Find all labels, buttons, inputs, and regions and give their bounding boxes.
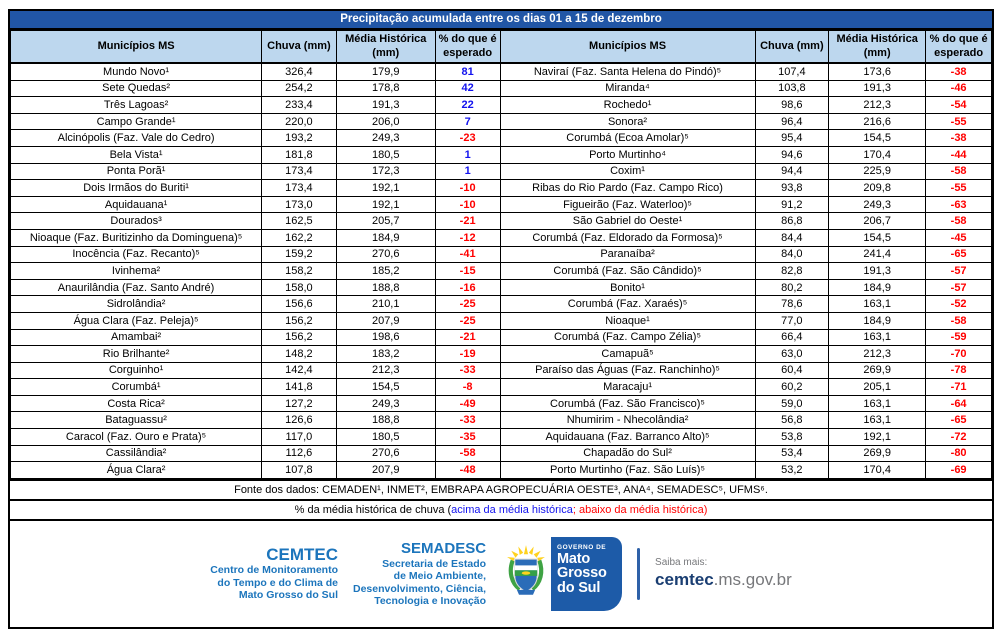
media-cell: 154,5 xyxy=(829,229,926,246)
media-cell: 241,4 xyxy=(829,246,926,263)
chuva-cell: 84,0 xyxy=(755,246,829,263)
municipality-cell: Mundo Novo¹ xyxy=(11,63,262,80)
col-header-municipios-left: Municípios MS xyxy=(11,31,262,64)
chuva-cell: 94,6 xyxy=(755,146,829,163)
municipality-cell: Corumbá (Faz. São Francisco)⁵ xyxy=(500,395,755,412)
municipality-cell: Corumbá¹ xyxy=(11,379,262,396)
media-cell: 207,9 xyxy=(336,462,435,479)
chuva-cell: 53,4 xyxy=(755,445,829,462)
brand-desc-line: Centro de Monitoramento xyxy=(210,564,338,577)
pct-cell: -25 xyxy=(435,312,500,329)
chuva-cell: 78,6 xyxy=(755,296,829,313)
pct-cell: 22 xyxy=(435,97,500,114)
pct-cell: -21 xyxy=(435,213,500,230)
pct-cell: -46 xyxy=(926,80,992,97)
col-header-media-left: Média Histórica (mm) xyxy=(336,31,435,64)
table-body xyxy=(11,63,992,478)
header-row xyxy=(11,31,992,64)
governo-lines xyxy=(557,552,617,596)
media-cell: 163,1 xyxy=(829,412,926,429)
municipality-cell: Coxim¹ xyxy=(500,163,755,180)
pct-cell: -69 xyxy=(926,462,992,479)
municipality-cell: Amambai² xyxy=(11,329,262,346)
media-cell: 192,1 xyxy=(829,429,926,446)
chuva-cell: 56,8 xyxy=(755,412,829,429)
chuva-cell: 86,8 xyxy=(755,213,829,230)
municipality-cell: Campo Grande¹ xyxy=(11,113,262,130)
media-cell: 249,3 xyxy=(336,130,435,147)
pct-cell: -49 xyxy=(435,395,500,412)
media-cell: 212,3 xyxy=(336,362,435,379)
report-frame xyxy=(8,9,994,629)
brand-desc-line: Secretaria de Estado xyxy=(382,557,487,570)
chuva-cell: 173,4 xyxy=(262,180,337,197)
pct-cell: -35 xyxy=(435,429,500,446)
media-cell: 249,3 xyxy=(336,395,435,412)
chuva-cell: 126,6 xyxy=(262,412,337,429)
media-cell: 172,3 xyxy=(336,163,435,180)
media-cell: 184,9 xyxy=(829,312,926,329)
chuva-cell: 53,2 xyxy=(755,462,829,479)
chuva-cell: 220,0 xyxy=(262,113,337,130)
municipality-cell: Figueirão (Faz. Waterloo)⁵ xyxy=(500,196,755,213)
chuva-cell: 181,8 xyxy=(262,146,337,163)
pct-cell: -33 xyxy=(435,362,500,379)
municipality-cell: Bela Vista¹ xyxy=(11,146,262,163)
media-cell: 206,0 xyxy=(336,113,435,130)
chuva-cell: 162,2 xyxy=(262,229,337,246)
table-row xyxy=(11,229,992,246)
municipality-cell: Dourados³ xyxy=(11,213,262,230)
municipality-cell: Corumbá (Faz. São Cândido)⁵ xyxy=(500,263,755,280)
municipality-cell: Sete Quedas² xyxy=(11,80,262,97)
brand-desc-line: de Meio Ambiente, xyxy=(393,570,487,583)
table-row xyxy=(11,180,992,197)
pct-cell: -58 xyxy=(926,163,992,180)
brand-desc-line: Tecnologia e Inovação xyxy=(374,595,487,608)
media-cell: 192,1 xyxy=(336,196,435,213)
media-cell: 184,9 xyxy=(336,229,435,246)
pct-cell: -10 xyxy=(435,196,500,213)
media-cell: 209,8 xyxy=(829,180,926,197)
table-row xyxy=(11,412,992,429)
pct-cell: -55 xyxy=(926,113,992,130)
municipality-cell: Cassilândia² xyxy=(11,445,262,462)
pct-cell: -71 xyxy=(926,379,992,396)
chuva-cell: 96,4 xyxy=(755,113,829,130)
governo-de-label: GOVERNO DE xyxy=(557,543,607,551)
chuva-cell: 84,4 xyxy=(755,229,829,246)
municipality-cell: Anaurilândia (Faz. Santo André) xyxy=(11,279,262,296)
legend-part: abaixo da média histórica) xyxy=(578,503,708,516)
media-cell: 180,5 xyxy=(336,146,435,163)
table-row xyxy=(11,246,992,263)
ms-gov-wordmark xyxy=(551,537,622,611)
semadesc-name: SEMADESC xyxy=(401,539,487,557)
chuva-cell: 159,2 xyxy=(262,246,337,263)
table-row xyxy=(11,113,992,130)
pct-cell: -48 xyxy=(435,462,500,479)
table-row xyxy=(11,63,992,80)
col-header-chuva-left: Chuva (mm) xyxy=(262,31,337,64)
chuva-cell: 156,2 xyxy=(262,329,337,346)
media-cell: 270,6 xyxy=(336,246,435,263)
chuva-cell: 326,4 xyxy=(262,63,337,80)
cemtec-name: CEMTEC xyxy=(266,545,338,565)
municipality-cell: Dois Irmãos do Buriti¹ xyxy=(11,180,262,197)
municipality-cell: Alcinópolis (Faz. Vale do Cedro) xyxy=(11,130,262,147)
cemtec-url[interactable] xyxy=(655,569,792,591)
chuva-cell: 142,4 xyxy=(262,362,337,379)
municipality-cell: Três Lagoas² xyxy=(11,97,262,114)
vertical-divider xyxy=(637,548,640,600)
municipality-cell: Nhumirim - Nhecolândia² xyxy=(500,412,755,429)
semadesc-desc xyxy=(353,558,486,608)
municipality-cell: Porto Murtinho (Faz. São Luís)⁵ xyxy=(500,462,755,479)
pct-cell: 42 xyxy=(435,80,500,97)
chuva-cell: 233,4 xyxy=(262,97,337,114)
pct-cell: -52 xyxy=(926,296,992,313)
saiba-mais-label: Saiba mais: xyxy=(655,557,708,569)
media-cell: 212,3 xyxy=(829,97,926,114)
chuva-cell: 95,4 xyxy=(755,130,829,147)
municipality-cell: Corumbá (Faz. Xaraés)⁵ xyxy=(500,296,755,313)
media-cell: 188,8 xyxy=(336,412,435,429)
municipality-cell: Naviraí (Faz. Santa Helena do Pindó)⁵ xyxy=(500,63,755,80)
pct-cell: -21 xyxy=(435,329,500,346)
pct-cell: -54 xyxy=(926,97,992,114)
municipality-cell: Miranda⁴ xyxy=(500,80,755,97)
table-row xyxy=(11,296,992,313)
table-row xyxy=(11,97,992,114)
municipality-cell: Ponta Porã¹ xyxy=(11,163,262,180)
media-cell: 191,3 xyxy=(829,80,926,97)
pct-cell: 81 xyxy=(435,63,500,80)
pct-cell: -55 xyxy=(926,180,992,197)
pct-cell: -25 xyxy=(435,296,500,313)
media-cell: 170,4 xyxy=(829,146,926,163)
media-cell: 183,2 xyxy=(336,346,435,363)
pct-cell: -58 xyxy=(926,213,992,230)
municipality-cell: Porto Murtinho⁴ xyxy=(500,146,755,163)
media-cell: 205,1 xyxy=(829,379,926,396)
media-cell: 207,9 xyxy=(336,312,435,329)
media-cell: 212,3 xyxy=(829,346,926,363)
chuva-cell: 66,4 xyxy=(755,329,829,346)
municipality-cell: Maracaju¹ xyxy=(500,379,755,396)
legend-row xyxy=(10,499,992,519)
chuva-cell: 148,2 xyxy=(262,346,337,363)
municipality-cell: Sidrolândia² xyxy=(11,296,262,313)
table-row xyxy=(11,362,992,379)
pct-cell: -64 xyxy=(926,395,992,412)
municipality-cell: Camapuã⁵ xyxy=(500,346,755,363)
municipality-cell: Bataguassu² xyxy=(11,412,262,429)
brand-desc-line: do Tempo e do Clima de xyxy=(217,576,338,589)
media-cell: 249,3 xyxy=(829,196,926,213)
municipality-cell: Corumbá (Ecoa Amolar)⁵ xyxy=(500,130,755,147)
pct-cell: -10 xyxy=(435,180,500,197)
table-row xyxy=(11,379,992,396)
table-row xyxy=(11,163,992,180)
municipality-cell: Ribas do Rio Pardo (Faz. Campo Rico) xyxy=(500,180,755,197)
col-header-pct-right: % do que é esperado xyxy=(926,31,992,64)
pct-cell: -41 xyxy=(435,246,500,263)
chuva-cell: 98,6 xyxy=(755,97,829,114)
chuva-cell: 156,6 xyxy=(262,296,337,313)
ms-coat-of-arms xyxy=(501,537,551,611)
legend-part: acima da média histórica xyxy=(451,503,573,516)
pct-cell: -57 xyxy=(926,263,992,280)
media-cell: 225,9 xyxy=(829,163,926,180)
municipality-cell: Corumbá (Faz. Campo Zélia)⁵ xyxy=(500,329,755,346)
pct-cell: -58 xyxy=(435,445,500,462)
col-header-municipios-right: Municípios MS xyxy=(500,31,755,64)
chuva-cell: 93,8 xyxy=(755,180,829,197)
pct-cell: -65 xyxy=(926,412,992,429)
cemtec-url-rest: .ms.gov.br xyxy=(713,570,792,590)
pct-cell: -65 xyxy=(926,246,992,263)
chuva-cell: 103,8 xyxy=(755,80,829,97)
table-row xyxy=(11,196,992,213)
brand-desc-line: Desenvolvimento, Ciência, xyxy=(353,582,487,595)
pct-cell: 1 xyxy=(435,146,500,163)
chuva-cell: 60,4 xyxy=(755,362,829,379)
pct-cell: -59 xyxy=(926,329,992,346)
chuva-cell: 80,2 xyxy=(755,279,829,296)
chuva-cell: 173,4 xyxy=(262,163,337,180)
chuva-cell: 158,2 xyxy=(262,263,337,280)
saiba-mais-block xyxy=(655,556,792,591)
media-cell: 191,3 xyxy=(829,263,926,280)
municipality-cell: Aquidauana¹ xyxy=(11,196,262,213)
media-cell: 180,5 xyxy=(336,429,435,446)
media-cell: 216,6 xyxy=(829,113,926,130)
media-cell: 163,1 xyxy=(829,395,926,412)
chuva-cell: 112,6 xyxy=(262,445,337,462)
pct-cell: -78 xyxy=(926,362,992,379)
pct-cell: -23 xyxy=(435,130,500,147)
chuva-cell: 60,2 xyxy=(755,379,829,396)
table-row xyxy=(11,312,992,329)
municipality-cell: Rio Brilhante² xyxy=(11,346,262,363)
municipality-cell: Nioaque¹ xyxy=(500,312,755,329)
media-cell: 206,7 xyxy=(829,213,926,230)
municipality-cell: Paranaíba² xyxy=(500,246,755,263)
media-cell: 269,9 xyxy=(829,445,926,462)
table-row xyxy=(11,462,992,479)
pct-cell: -19 xyxy=(435,346,500,363)
municipality-cell: São Gabriel do Oeste¹ xyxy=(500,213,755,230)
brand-desc-line: Mato Grosso do Sul xyxy=(238,589,338,602)
table-row xyxy=(11,279,992,296)
media-cell: 163,1 xyxy=(829,329,926,346)
legend-part: ; xyxy=(572,503,579,516)
ms-gov-logo xyxy=(501,537,622,611)
col-header-media-right: Média Histórica (mm) xyxy=(829,31,926,64)
chuva-cell: 156,2 xyxy=(262,312,337,329)
chuva-cell: 173,0 xyxy=(262,196,337,213)
col-header-chuva-right: Chuva (mm) xyxy=(755,31,829,64)
chuva-cell: 141,8 xyxy=(262,379,337,396)
media-cell: 178,8 xyxy=(336,80,435,97)
page-title: Precipitação acumulada entre os dias 01 a 15 de dezembro xyxy=(10,11,992,30)
municipality-cell: Costa Rica² xyxy=(11,395,262,412)
media-cell: 173,6 xyxy=(829,63,926,80)
municipality-cell: Paraíso das Águas (Faz. Ranchinho)⁵ xyxy=(500,362,755,379)
media-cell: 210,1 xyxy=(336,296,435,313)
chuva-cell: 158,0 xyxy=(262,279,337,296)
municipality-cell: Bonito¹ xyxy=(500,279,755,296)
pct-cell: -45 xyxy=(926,229,992,246)
chuva-cell: 94,4 xyxy=(755,163,829,180)
chuva-cell: 53,8 xyxy=(755,429,829,446)
municipality-cell: Água Clara² xyxy=(11,462,262,479)
table-row xyxy=(11,263,992,280)
municipality-cell: Corumbá (Faz. Eldorado da Formosa)⁵ xyxy=(500,229,755,246)
pct-cell: -72 xyxy=(926,429,992,446)
pct-cell: 1 xyxy=(435,163,500,180)
chuva-cell: 254,2 xyxy=(262,80,337,97)
chuva-cell: 193,2 xyxy=(262,130,337,147)
media-cell: 269,9 xyxy=(829,362,926,379)
municipality-cell: Caracol (Faz. Ouro e Prata)⁵ xyxy=(11,429,262,446)
pct-cell: -63 xyxy=(926,196,992,213)
chuva-cell: 107,4 xyxy=(755,63,829,80)
table-row xyxy=(11,146,992,163)
municipality-cell: Corguinho¹ xyxy=(11,362,262,379)
brand-desc-line: Grosso xyxy=(557,565,607,582)
table-row xyxy=(11,445,992,462)
media-cell: 198,6 xyxy=(336,329,435,346)
chuva-cell: 107,8 xyxy=(262,462,337,479)
pct-cell: -38 xyxy=(926,130,992,147)
municipality-cell: Nioaque (Faz. Buritizinho da Dominguena)⁵ xyxy=(11,229,262,246)
cemtec-logo xyxy=(210,546,338,602)
media-cell: 154,5 xyxy=(829,130,926,147)
media-cell: 270,6 xyxy=(336,445,435,462)
pct-cell: -15 xyxy=(435,263,500,280)
media-cell: 184,9 xyxy=(829,279,926,296)
chuva-cell: 127,2 xyxy=(262,395,337,412)
pct-cell: -70 xyxy=(926,346,992,363)
brand-desc-line: do Sul xyxy=(557,579,601,596)
semadesc-logo xyxy=(353,540,486,608)
chuva-cell: 117,0 xyxy=(262,429,337,446)
table-row xyxy=(11,346,992,363)
pct-cell: -58 xyxy=(926,312,992,329)
municipality-cell: Ivinhema² xyxy=(11,263,262,280)
media-cell: 191,3 xyxy=(336,97,435,114)
media-cell: 154,5 xyxy=(336,379,435,396)
media-cell: 205,7 xyxy=(336,213,435,230)
chuva-cell: 82,8 xyxy=(755,263,829,280)
chuva-cell: 77,0 xyxy=(755,312,829,329)
pct-cell: -44 xyxy=(926,146,992,163)
table-row xyxy=(11,130,992,147)
table-row xyxy=(11,395,992,412)
pct-cell: -33 xyxy=(435,412,500,429)
table-row xyxy=(11,213,992,230)
municipality-cell: Sonora² xyxy=(500,113,755,130)
media-cell: 179,9 xyxy=(336,63,435,80)
pct-cell: -12 xyxy=(435,229,500,246)
branding-section xyxy=(10,519,992,627)
media-cell: 163,1 xyxy=(829,296,926,313)
chuva-cell: 91,2 xyxy=(755,196,829,213)
table-row xyxy=(11,329,992,346)
chuva-cell: 59,0 xyxy=(755,395,829,412)
precipitation-table xyxy=(10,30,992,479)
municipality-cell: Chapadão do Sul² xyxy=(500,445,755,462)
shield-icon xyxy=(505,541,547,606)
pct-cell: 7 xyxy=(435,113,500,130)
media-cell: 185,2 xyxy=(336,263,435,280)
municipality-cell: Inocência (Faz. Recanto)⁵ xyxy=(11,246,262,263)
pct-cell: -80 xyxy=(926,445,992,462)
pct-cell: -8 xyxy=(435,379,500,396)
municipality-cell: Água Clara (Faz. Peleja)⁵ xyxy=(11,312,262,329)
cemtec-desc xyxy=(210,564,338,602)
media-cell: 192,1 xyxy=(336,180,435,197)
media-cell: 170,4 xyxy=(829,462,926,479)
table-row xyxy=(11,429,992,446)
legend-part: % da média histórica de chuva ( xyxy=(294,503,452,516)
chuva-cell: 63,0 xyxy=(755,346,829,363)
pct-cell: -57 xyxy=(926,279,992,296)
table-row xyxy=(11,80,992,97)
col-header-pct-left: % do que é esperado xyxy=(435,31,500,64)
brand-desc-line: Mato xyxy=(557,550,591,567)
pct-cell: -38 xyxy=(926,63,992,80)
chuva-cell: 162,5 xyxy=(262,213,337,230)
pct-cell: -16 xyxy=(435,279,500,296)
municipality-cell: Aquidauana (Faz. Barranco Alto)⁵ xyxy=(500,429,755,446)
fonte-row: Fonte dos dados: CEMADEN¹, INMET², EMBRAPA AGROPECUÁRIA OESTE³, ANA⁴, SEMADESC⁵, UFMS⁶. xyxy=(10,479,992,499)
media-cell: 188,8 xyxy=(336,279,435,296)
cemtec-url-bold: cemtec xyxy=(655,570,714,590)
municipality-cell: Rochedo¹ xyxy=(500,97,755,114)
